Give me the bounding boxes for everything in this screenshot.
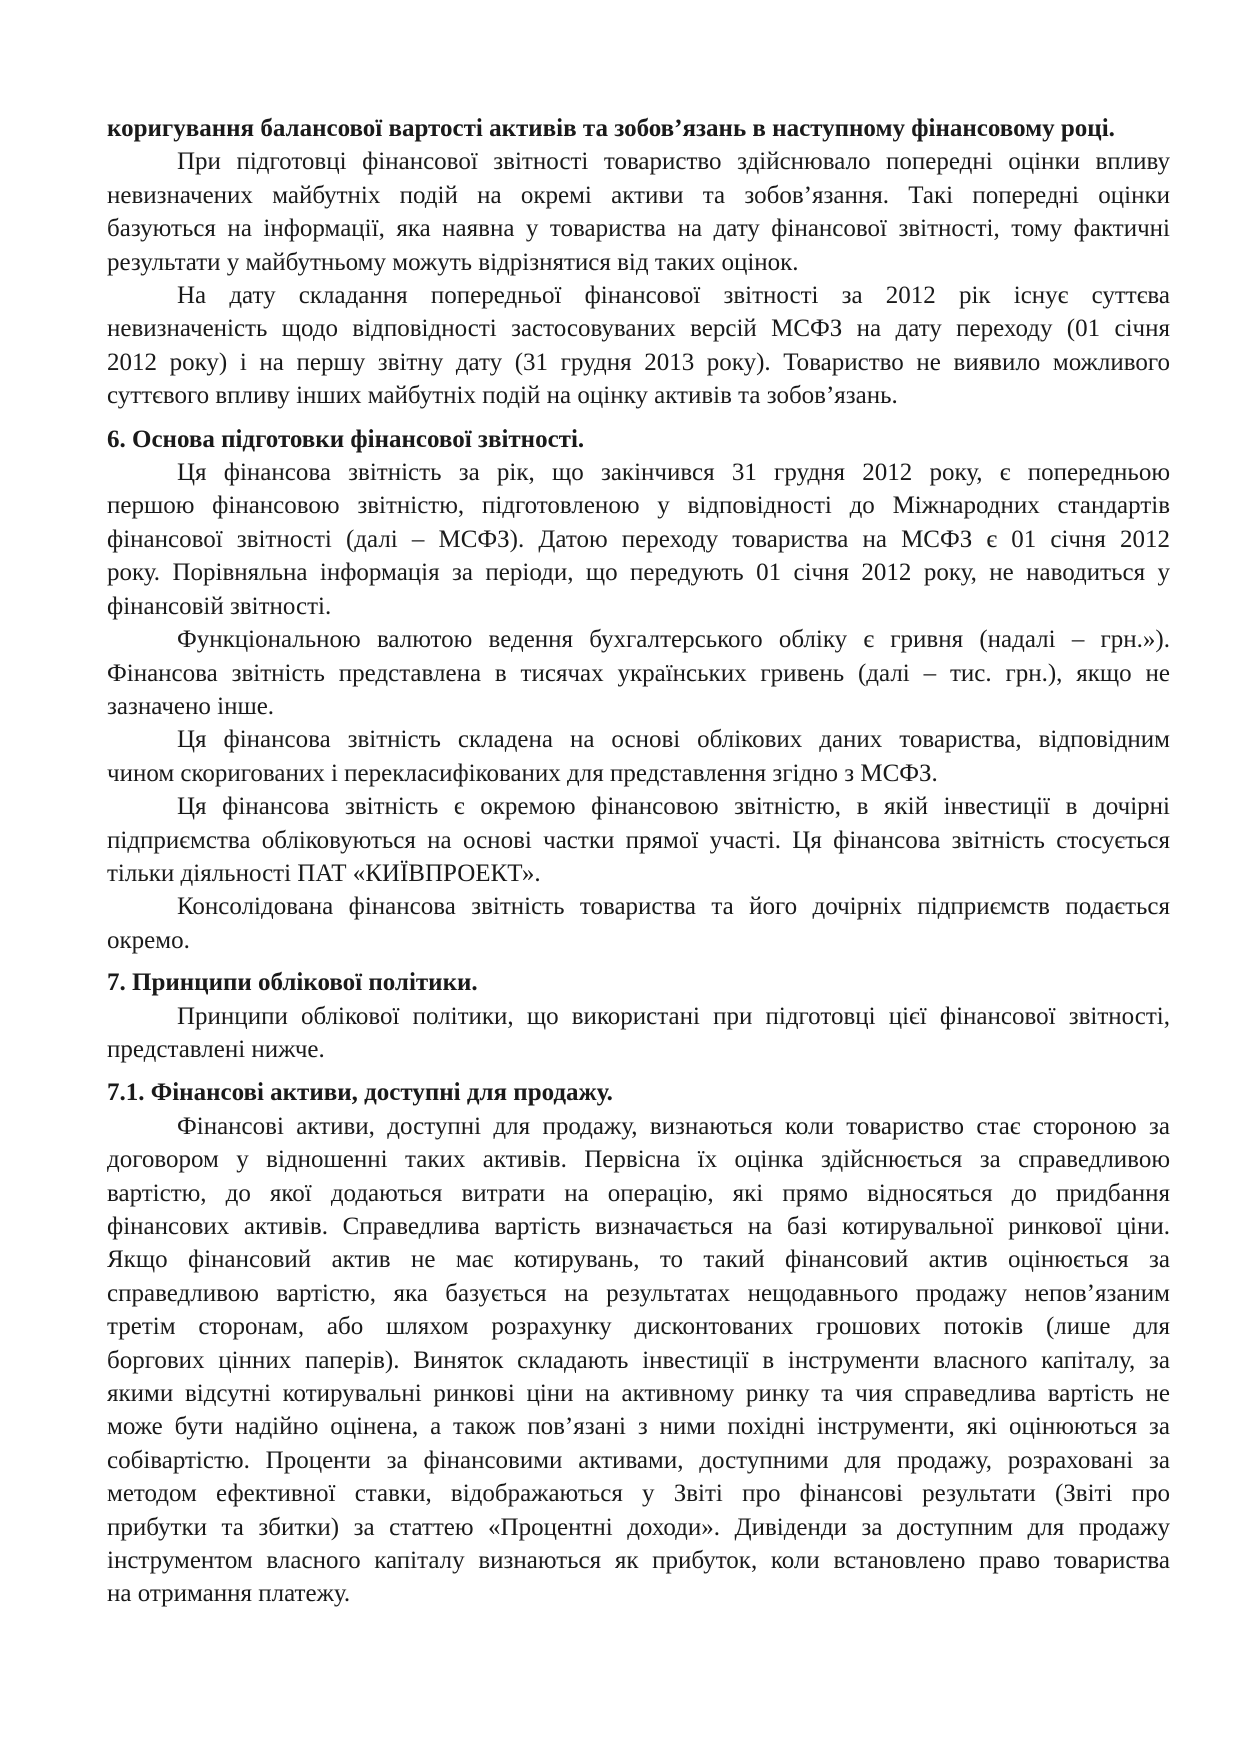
text-line: зазначено інше.	[107, 692, 275, 720]
text-line: Фінансові активи, доступні для продажу, визнаються коли товариство стає стороною за	[177, 1112, 1170, 1140]
text-line: може бути надійно оцінена, а також пов’язані з ними похідні інструменти, які оцінюються за	[107, 1413, 1170, 1441]
text-line: тільки діяльності ПАТ «КИЇВПРОЕКТ».	[107, 859, 541, 887]
text-line: невизначених майбутніх подій на окремі активи та зобов’язання. Такі попередні оцінки	[107, 181, 1170, 209]
paragraph-currency	[107, 623, 1170, 723]
text-line: договором у відношенні таких активів. Первісна їх оцінка здійснюється за справедливою	[107, 1146, 1170, 1174]
text-line: собівартістю. Проценти за фінансовими активами, доступними для продажу, розраховані за	[107, 1446, 1170, 1474]
text-line: на отримання платежу.	[107, 1580, 351, 1608]
text-line: прибутки та збитки) за статтею «Процентні доходи». Дивіденди за доступним для продажу	[107, 1513, 1170, 1541]
text-line: Консолідована фінансова звітність товариства та його дочірніх підприємств подається	[177, 893, 1170, 921]
text-line: Ця фінансова звітність є окремою фінансовою звітністю, в якій інвестиції в дочірні	[177, 793, 1170, 821]
paragraph-available-for-sale	[107, 1110, 1170, 1611]
text-line: Принципи облікової політики, що використані при підготовці цієї фінансової звітності,	[177, 1002, 1170, 1030]
text-line: чином скоригованих і перекласифікованих для представлення згідно з МСФЗ.	[107, 759, 938, 787]
text-line: базуються на інформації, яка наявна у товариства на дату фінансової звітності, тому фактичні	[107, 215, 1170, 243]
text-line: Фінансова звітність представлена в тисячах українських гривень (далі – тис. грн.), якщо не	[107, 659, 1170, 687]
section-heading-6: 6. Основа підготовки фінансової звітності.	[107, 425, 585, 453]
section-heading-7-1: 7.1. Фінансові активи, доступні для продажу.	[107, 1079, 613, 1107]
paragraph-basis	[107, 456, 1170, 623]
paragraph-consolidated	[107, 890, 1170, 957]
text-line: боргових цінних паперів). Виняток складають інвестиції в інструменти власного капіталу, за	[107, 1346, 1170, 1374]
text-line: Якщо фінансовий актив не має котирувань, то такий фінансовий актив оцінюється за	[107, 1246, 1170, 1274]
text-line: вартістю, до якої додаються витрати на операцію, які прямо відносяться до придбання	[107, 1179, 1170, 1207]
paragraph-uncertainty	[107, 279, 1170, 413]
paragraph-principles	[107, 1000, 1170, 1067]
continuation-heading: коригування балансової вартості активів та зобов’язань в наступному фінансовому році.	[107, 115, 1115, 142]
text-line: фінансових активів. Справедлива вартість визначається на базі котирувальної ринкової ціни.	[107, 1213, 1170, 1240]
text-line: третім сторонам, або шляхом розрахунку дисконтованих грошових потоків (лише для	[107, 1313, 1170, 1341]
section-heading-7: 7. Принципи облікової політики.	[107, 969, 478, 997]
text-line: невизначеність щодо відповідності застосовуваних версій МСФЗ на дату переходу (01 січня	[107, 315, 1170, 343]
text-line: першою фінансовою звітністю, підготовленою у відповідності до Міжнародних стандартів	[107, 492, 1170, 520]
text-line: результати у майбутньому можуть відрізнятися від таких оцінок.	[107, 248, 799, 276]
text-line: підприємства обліковуються на основі частки прямої участі. Ця фінансова звітність стосується	[107, 826, 1170, 854]
text-line: 2012 року) і на першу звітну дату (31 грудня 2013 року). Товариство не виявило можливого	[107, 348, 1170, 376]
text-line: Ця фінансова звітність за рік, що закінчився 31 грудня 2012 року, є попередньою	[177, 459, 1170, 487]
text-line: року. Порівняльна інформація за періоди, що передують 01 січня 2012 року, не наводиться у	[107, 559, 1170, 587]
text-line: фінансовій звітності.	[107, 592, 332, 620]
text-line: якими відсутні котирувальні ринкові ціни на активному ринку та чия справедлива вартість не	[107, 1380, 1170, 1408]
text-line: фінансової звітності (далі – МСФЗ). Датою переходу товариства на МСФЗ є 01 січня 2012	[107, 525, 1170, 553]
text-line: інструментом власного капіталу визнаються як прибуток, коли встановлено право товариства	[107, 1547, 1170, 1575]
paragraph-records	[107, 723, 1170, 790]
text-line: суттєвого впливу інших майбутніх подій на оцінку активів та зобов’язань.	[107, 382, 898, 410]
paragraph-estimates	[107, 145, 1170, 279]
text-line: окремо.	[107, 926, 190, 954]
text-line: Функціональною валютою ведення бухгалтерського обліку є гривня (надалі – грн.»).	[177, 626, 1170, 654]
text-line: представлені нижче.	[107, 1035, 325, 1063]
paragraph-separate	[107, 790, 1170, 890]
text-line: Ця фінансова звітність складена на основі облікових даних товариства, відповідним	[177, 726, 1170, 754]
text-line: методом ефективної ставки, відображаються у Звіті про фінансові результати (Звіті про	[107, 1480, 1170, 1508]
text-line: При підготовці фінансової звітності товариство здійснювало попередні оцінки впливу	[177, 148, 1170, 176]
text-line: На дату складання попередньої фінансової звітності за 2012 рік існує суттєва	[177, 282, 1170, 310]
text-line: справедливою вартістю, яка базується на результатах нещодавнього продажу непов’язаним	[107, 1279, 1170, 1307]
